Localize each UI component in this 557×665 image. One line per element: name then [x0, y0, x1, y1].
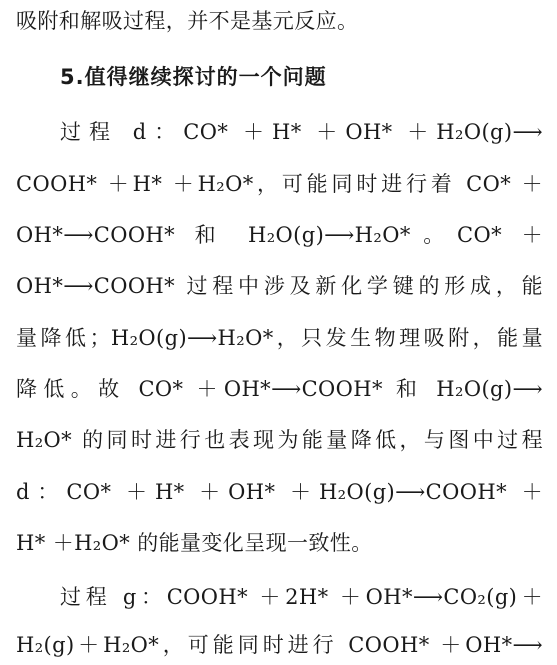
text-line-7: 量降低；H₂O(g)⟶H₂O*，只发生物理吸附，能量 [16, 326, 543, 350]
text-line-10: d：CO* ＋H* ＋OH* ＋H₂O(g)⟶COOH* ＋ [16, 480, 543, 504]
text-line-6: OH*⟶COOH* 过程中涉及新化学键的形成，能 [16, 274, 543, 298]
text-line-1: 吸附和解吸过程，并不是基元反应。 [16, 9, 359, 33]
text-line-12: 过程 g：COOH* ＋2H* ＋OH*⟶CO₂(g)＋ [60, 585, 543, 609]
text-line-11: H* ＋H₂O* 的能量变化呈现一致性。 [16, 531, 373, 555]
text-line-9: H₂O* 的同时进行也表现为能量降低，与图中过程 [16, 428, 543, 452]
text-line-8: 降低。故 CO* ＋OH*⟶COOH* 和 H₂O(g)⟶ [16, 377, 543, 401]
text-line-5: OH*⟶COOH* 和 H₂O(g)⟶H₂O*。CO* ＋ [16, 223, 543, 247]
text-line-13: H₂(g)＋H₂O*，可能同时进行 COOH* ＋OH*⟶ [16, 633, 543, 657]
text-line-4: COOH* ＋H* ＋H₂O*，可能同时进行着 CO* ＋ [16, 172, 543, 196]
text-line-3: 过程 d：CO* ＋H* ＋OH* ＋H₂O(g)⟶ [60, 120, 543, 144]
section-heading: 5.值得继续探讨的一个问题 [60, 65, 327, 89]
